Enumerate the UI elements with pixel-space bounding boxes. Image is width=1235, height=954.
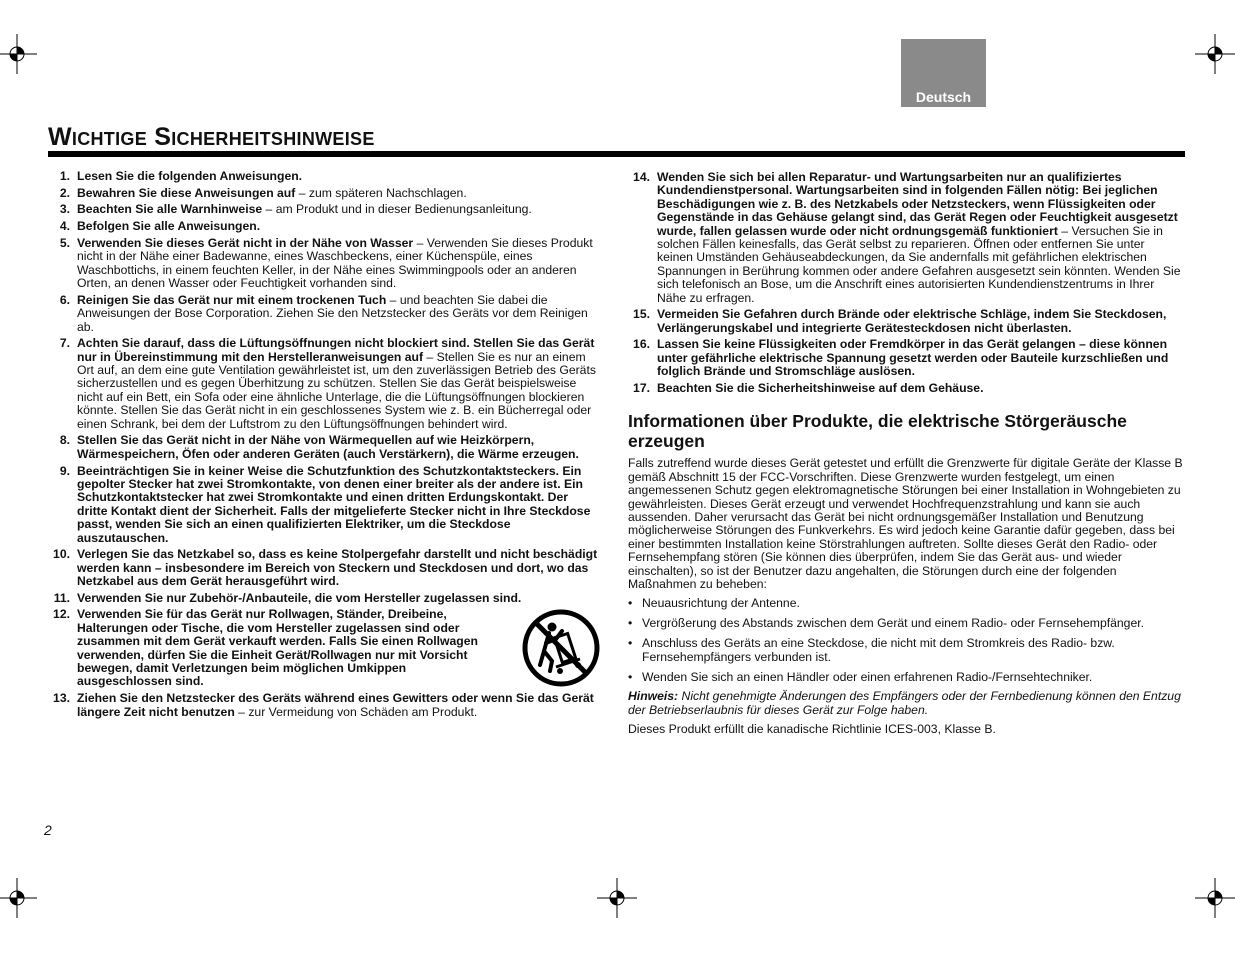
item-number: 6. [59, 292, 70, 307]
language-tab: Deutsch [901, 39, 986, 107]
item-bold-text: Bewahren Sie diese Anweisungen auf [77, 185, 296, 200]
bullet-icon: • [628, 636, 633, 651]
safety-item [628, 308, 1183, 335]
bullet-icon: • [628, 669, 633, 684]
item-number: 14. [633, 170, 650, 184]
safety-item [48, 337, 600, 431]
item-number: 7. [59, 336, 70, 351]
safety-list-right [628, 171, 1183, 395]
item-number: 2. [59, 185, 70, 200]
item-bold-text: Wenden Sie sich bei allen Reparatur- und Wartungsarbeiten nur an qualifiziertes Kundendienstpersonal. Wartungsarbeiten sind in folgenden Fällen nötig: Bei jeglichen Beschädigungen wie z. B. des Netzkabels oder Netzsteckers, wenn Flüssigkeiten oder Gegenstände in das Gehäuse gelangt sind, das Gerät Regen oder Feuchtigkeit ausgesetzt wurde, fallen gelassen wurde oder nicht ordnungsgemäß funktioniert [657, 170, 1178, 238]
registration-mark-icon [0, 34, 37, 74]
item-number: 5. [59, 235, 70, 250]
item-bold-text: Befolgen Sie alle Anweisungen. [77, 219, 261, 234]
page-title: Wichtige Sicherheitshinweise [48, 123, 375, 151]
safety-item [48, 237, 600, 291]
safety-item [628, 171, 1183, 305]
item-number: 3. [59, 202, 70, 217]
item-bold-text: Verwenden Sie für das Gerät nur Rollwagen, Ständer, Dreibeine, Halterungen oder Tische, die vom Hersteller zugelassen sind oder zusammen mit dem Gerät verkauft werden. Falls Sie einen Rollwagen verwenden, dürfen Sie die Einheit Gerät/Rollwagen nur mit Vorsicht bewegen, damit Verletzungen beim möglichen Umkippen ausgeschlossen sind. [77, 607, 478, 689]
registration-mark-icon [1195, 34, 1235, 74]
page-number: 2 [44, 822, 52, 838]
item-number: 1. [59, 169, 70, 183]
item-number: 4. [59, 219, 70, 234]
item-number: 15. [633, 307, 650, 322]
item-bold-text: Lesen Sie die folgenden Anweisungen. [77, 169, 303, 183]
item-bold-text: Achten Sie darauf, dass die Lüftungsöffnungen nicht blockiert sind. Stellen Sie das Gerät nur in Übereinstimmung mit den Herstelleranweisungen auf [77, 336, 595, 364]
item-text: – und beachten Sie dabei die Anweisungen der Bose Corporation. Ziehen Sie den Netzstecker des Geräts vor dem Reinigen ab. [77, 292, 588, 334]
cart-tipover-warning-icon [522, 609, 600, 687]
emi-section-heading: Informationen über Produkte, die elektrische Störgeräusche erzeugen [628, 411, 1127, 452]
bullet-text: Neuausrichtung der Antenne. [642, 596, 800, 611]
item-bold-text: Lassen Sie keine Flüssigkeiten oder Fremdkörper in das Gerät gelangen – diese können unter gefährliche elektrische Spannung gesetzt werden oder Bauteile kurzschließen und folglich Brände und Stromschläge auslösen. [657, 337, 1169, 379]
item-number: 12. [53, 607, 70, 622]
bullet-icon: • [628, 616, 633, 631]
title-rule [48, 151, 1185, 157]
bullet-text: Anschluss des Geräts an eine Steckdose, die nicht mit dem Stromkreis des Radio- bzw. Fernsehempfängers verbunden ist. [642, 636, 1115, 664]
item-bold-text: Beeinträchtigen Sie in keiner Weise die Schutzfunktion des Schutzkontaktsteckers. Ein gepolter Stecker hat zwei Stromkontakte, von denen einer breiter als der andere ist. Ein Schutzkontaktstecker hat zwei Stromkontakte und einen dritten Erdungskontakt. Der dritte Kontakt dient der Sicherheit. Falls der mitgelieferte Stecker nicht in Ihre Steckdose passt, wenden Sie sich an einen qualifizierten Elektriker, um die Steckdose auszutauschen. [77, 463, 591, 545]
safety-item [48, 203, 600, 216]
item-bold-text: Verwenden Sie dieses Gerät nicht in der Nähe von Wasser [77, 235, 414, 250]
safety-item [48, 692, 600, 719]
item-text: – Verwenden Sie dieses Produkt nicht in der Nähe einer Badewanne, eines Waschbeckens, einer Küchenspüle, eines Waschbottichs, in einem feuchten Keller, in der Nähe eines Swimmingpools oder an anderen Orten, an denen Wasser oder Feuchtigkeit vorhanden sind. [77, 235, 593, 291]
note [628, 690, 1183, 717]
item-text: – zur Vermeidung von Schäden am Produkt. [234, 704, 478, 719]
item-bold-text: Beachten Sie alle Warnhinweise [77, 202, 263, 217]
item-bold-text: Ziehen Sie den Netzstecker des Geräts während eines Gewitters oder wenn Sie das Gerät längere Zeit nicht benutzen [77, 691, 594, 719]
list-item [628, 637, 1183, 664]
registration-mark-icon [0, 878, 37, 918]
note-label: Hinweis: [628, 689, 679, 704]
safety-item [48, 608, 600, 688]
safety-item [48, 220, 600, 233]
item-number: 13. [53, 691, 70, 706]
safety-item [48, 187, 600, 200]
item-number: 11. [53, 590, 70, 605]
safety-item [48, 465, 600, 545]
item-bold-text: Reinigen Sie das Gerät nur mit einem trockenen Tuch [77, 292, 387, 307]
item-bold-text: Verlegen Sie das Netzkabel so, dass es keine Stolpergefahr darstellt und nicht beschädigt werden kann – insbesondere im Bereich von Steckern und Steckdosen und dort, wo das Netzkabel aus dem Gerät herausgeführt wird. [77, 547, 598, 589]
emi-bullet-list [628, 597, 1183, 684]
item-number: 17. [633, 380, 650, 395]
item-number: 16. [633, 337, 650, 352]
registration-mark-icon [1195, 878, 1235, 918]
safety-list-left [48, 170, 600, 719]
safety-item [48, 170, 600, 183]
item-bold-text: Verwenden Sie nur Zubehör-/Anbauteile, die vom Hersteller zugelassen sind. [77, 590, 522, 605]
item-number: 10. [53, 547, 70, 562]
safety-item [48, 294, 600, 334]
list-item [628, 597, 1183, 610]
safety-item [48, 548, 600, 588]
item-text: – zum späteren Nachschlagen. [295, 185, 467, 200]
emi-paragraph: Falls zutreffend wurde dieses Gerät getestet und erfüllt die Grenzwerte für digitale Geräte der Klasse B gemäß Abschnitt 15 der FCC-Vorschriften. Diese Grenzwerte wurden festgelegt, um einen angemessenen Schutz gegen elektromagnetische Störungen bei einer Installation in Wohngebieten zu gewährleisten. Dieses Gerät erzeugt und verwendet Hochfrequenzstrahlung und kann sie auch aussenden. Daher verursacht das Gerät bei nicht ordnungsgemäßer Installation und Benutzung möglicherweise Störungen des Funkverkehrs. Es wird jedoch keine Garantie dafür gegeben, dass bei einer bestimmten Installation keine Störstrahlungen auftreten. Sollte dieses Gerät den Radio- oder Fernsehempfang stören (Sie können dies überprüfen, indem Sie das Gerät aus- und wieder einschalten), so ist der Benutzer dazu angehalten, die Störungen durch eine der folgenden Maßnahmen zu beheben: [628, 456, 1183, 592]
canada-compliance: Dieses Produkt erfüllt die kanadische Richtlinie ICES-003, Klasse B. [628, 722, 996, 737]
bullet-icon: • [628, 596, 633, 611]
item-number: 9. [59, 463, 70, 478]
item-number: 8. [59, 433, 70, 448]
safety-item [628, 338, 1183, 378]
safety-item [48, 434, 600, 461]
list-item [628, 671, 1183, 684]
bullet-text: Wenden Sie sich an einen Händler oder einen erfahrenen Radio-/Fernsehtechniker. [642, 669, 1093, 684]
left-column [48, 170, 600, 722]
item-text: – am Produkt und in dieser Bedienungsanleitung. [262, 202, 532, 217]
item-text: – Versuchen Sie in solchen Fällen keinesfalls, das Gerät selbst zu reparieren. Öffnen oder entfernen Sie unter keinen Umständen Gehäuseabdeckungen, da Sie andernfalls mit gefährlichen elektrischen Spannungen in Berührung kommen oder andere Gefahren ausgesetzt sein könnten. Wenden Sie sich telefonisch an Bose, um die Anschrift eines autorisierten Kundendienstzentrums in Ihrer Nähe zu erfragen. [657, 223, 1181, 305]
item-text: – Stellen Sie es nur an einem Ort auf, an dem eine gute Ventilation gewährleistet ist, um den zuverlässigen Betrieb des Geräts sicherzustellen und es gegen Überhitzung zu schützen. Stellen Sie das Gerät beispielsweise nicht auf ein Bett, ein Sofa oder eine ähnliche Unterlage, die die Lüftungsöffnungen blockieren könnte. Stellen Sie das Gerät nicht in ein geschlossenes System wie z. B. ein Bücherregal oder einen Schrank, bei dem der Luftstrom zu den Lüftungsöffnungen behindert wird. [77, 349, 596, 431]
item-bold-text: Vermeiden Sie Gefahren durch Brände oder elektrische Schläge, indem Sie Steckdosen, Verlängerungskabel und integrierte Gerätesteckdosen nicht überlasten. [657, 307, 1167, 335]
item-bold-text: Stellen Sie das Gerät nicht in der Nähe von Wärmequellen auf wie Heizkörpern, Wärmespeichern, Öfen oder anderen Geräten (auch Verstärkern), die Wärme erzeugen. [77, 433, 579, 461]
list-item [628, 617, 1183, 630]
bullet-text: Vergrößerung des Abstands zwischen dem Gerät und einem Radio- oder Fernsehempfänger. [642, 616, 1145, 631]
safety-item [628, 382, 1183, 395]
right-column [628, 171, 1183, 743]
note-text: Nicht genehmigte Änderungen des Empfängers oder der Fernbedienung können den Entzug der Betriebserlaubnis für dieses Gerät zur Folge haben. [628, 689, 1181, 717]
item-bold-text: Beachten Sie die Sicherheitshinweise auf dem Gehäuse. [657, 380, 984, 395]
registration-mark-icon [597, 878, 637, 918]
safety-item [48, 592, 600, 605]
